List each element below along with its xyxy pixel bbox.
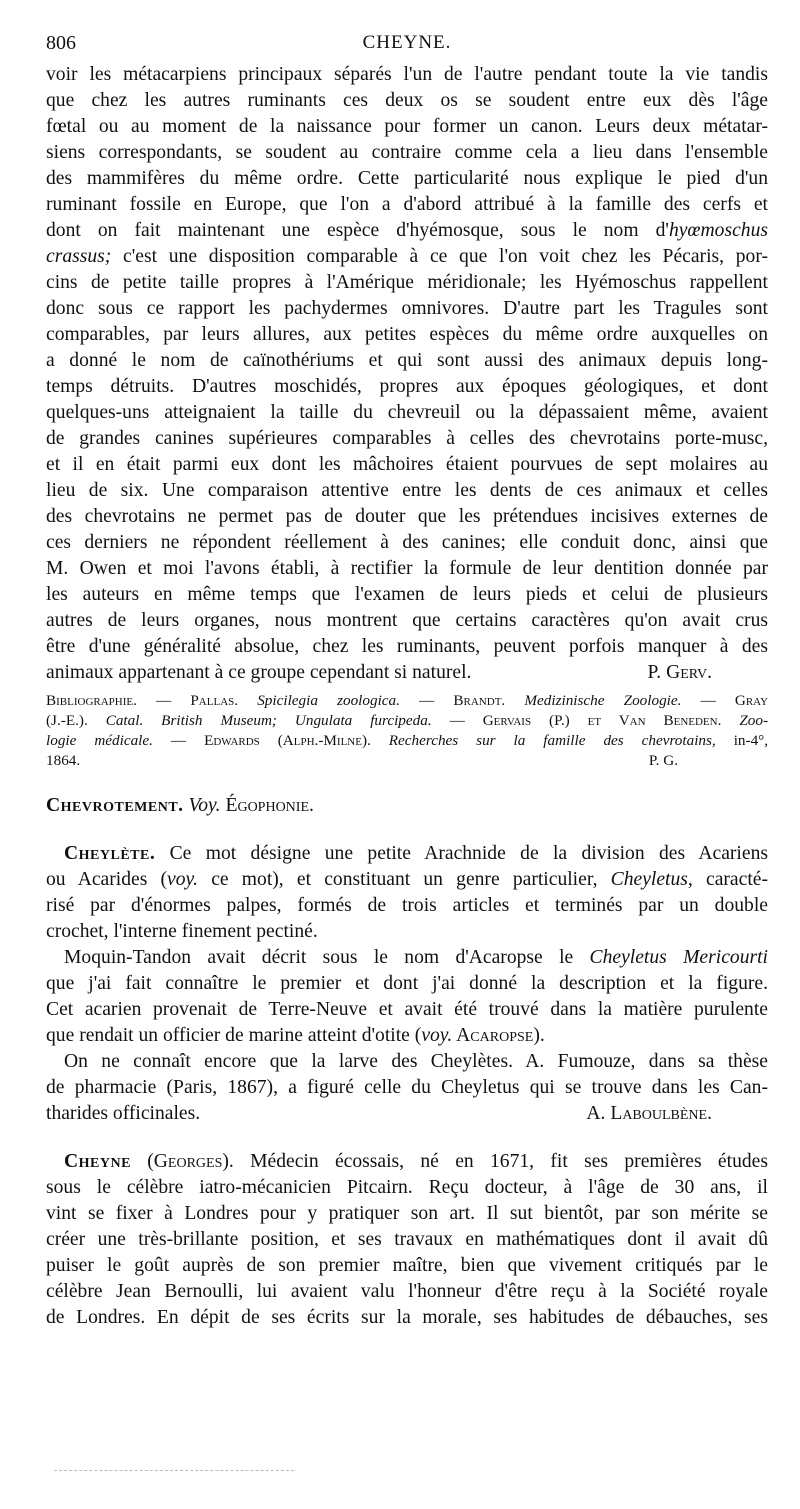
cross-reference-label: voy.: [167, 869, 199, 890]
bib-text: — Edwards (Alph.-Milne).: [170, 732, 371, 749]
text-line: ruminant fossile en Europe, que l'on a d'abord attribué à la famille des cerfs et: [46, 194, 768, 215]
text-line: comparables, par leurs allures, aux petites espèces du même ordre auxquelles on: [46, 324, 768, 345]
text-line: quelques-uns atteignaient la taille du chevreuil ou la dépassaient même, avaient: [46, 402, 768, 423]
bib-title: Catal. British Museum; Ungulata furcipeda.: [105, 712, 432, 729]
text-line: donc sous ce rapport les pachydermes omnivores. D'autre part les Tragules sont: [46, 298, 768, 319]
text-line: cins de petite taille propres à l'Amérique méridionale; les Hyémoschus rappellent: [46, 272, 768, 293]
bib-title: Zoo-: [739, 712, 769, 729]
text-line: et il en était parmi eux dont les mâchoires étaient pourvues de sept molaires au: [46, 454, 768, 475]
text-line: On ne connaît encore que la larve des Cheylètes. A. Fumouze, dans sa thèse: [64, 1051, 768, 1072]
bib-title: Medizinische Zoologie.: [524, 692, 682, 709]
text-line: [46, 218, 768, 244]
text-line: ces derniers ne répondent réellement à des canines; elle conduit donc, ainsi que: [46, 532, 768, 553]
running-head: CHEYNE.: [362, 32, 452, 53]
entry-heading: Cheyne: [64, 1151, 131, 1172]
entry-heading: Chevrotement.: [46, 795, 184, 816]
text-line: des mammifères du même ordre. Cette particularité nous explique le pied d'un: [46, 168, 768, 189]
species-name: Cheyletus Mericourti: [589, 947, 769, 968]
entry-chevrotement: [46, 793, 768, 819]
text-span: Médecin écossais, né en 1671, fit ses premières études: [233, 1151, 768, 1172]
cross-reference-label: Voy.: [188, 795, 221, 816]
text-line: créer une très-brillante position, et ses travaux en mathématiques dont il avait dû: [46, 1229, 768, 1250]
text-line: [46, 1101, 768, 1127]
bibliography-line: [46, 691, 768, 711]
text-line: de grandes canines supérieures comparables à celles des chevrotains porte-musc,: [46, 428, 768, 449]
page-header: [46, 28, 768, 62]
author-signature: A. Laboulbène.: [586, 1103, 712, 1124]
entry-cheyne: [46, 1149, 768, 1331]
text-line: être d'une généralité absolue, chez les ruminants, peuvent porfois manquer à des: [46, 636, 768, 657]
cross-reference-target: Égophonie.: [225, 795, 314, 816]
author-signature: P. Gerv.: [647, 662, 712, 683]
species-name: crassus;: [46, 246, 112, 267]
text-line: a donné le nom de caïnothériums et qui sont aussi des animaux depuis long-: [46, 350, 768, 371]
text-span: Ce mot désigne une petite Arachnide de la division des Acariens: [169, 843, 768, 864]
author-signature: P. G.: [648, 752, 678, 769]
text-line: [46, 841, 768, 867]
text-line: les auteurs en même temps que l'examen de leurs pieds et celui de plusieurs: [46, 584, 768, 605]
text-line: [46, 867, 768, 893]
text-line: que chez les autres ruminants ces deux os se soudent entre eux dès l'âge: [46, 90, 768, 111]
cross-reference-target: Acaropse).: [452, 1025, 545, 1046]
page-bottom-rule: [54, 1470, 294, 1471]
document-page: [46, 28, 768, 1331]
text-line: des chevrotains ne permet pas de douter que les prétendues incisives externes de: [46, 506, 768, 527]
bib-text: — Gervais (P.) et Van Beneden.: [449, 712, 722, 729]
page-number: 806: [46, 32, 76, 54]
text-line: risé par d'énormes palpes, formés de trois articles et terminés par un double: [46, 895, 768, 916]
bibliography-line: [46, 711, 768, 731]
text-line: temps détruits. D'autres moschidés, propres aux époques géologiques, et dont: [46, 376, 768, 397]
entry-first-name: (Georges).: [147, 1151, 234, 1172]
bib-title: Spicilegia zoologica.: [257, 692, 400, 709]
text-span: dont on fait maintenant une espèce d'hyémosque, sous le nom d': [46, 220, 669, 241]
text-span: tharides officinales.: [46, 1103, 201, 1124]
text-line: sous le célèbre iatro-mécanicien Pitcairn. Reçu docteur, à l'âge de 30 ans, il: [46, 1177, 768, 1198]
text-line: Cet acarien provenait de Terre-Neuve et avait été trouvé dans la matière purulente: [46, 999, 768, 1020]
text-span: ou Acarides (: [46, 869, 168, 890]
species-name: Cheyletus,: [610, 869, 693, 890]
bibliography-line: [46, 731, 768, 751]
text-line: de pharmacie (Paris, 1867), a figuré celle du Cheyletus qui se trouve dans les Can-: [46, 1077, 768, 1098]
text-line: [46, 793, 768, 819]
text-line: [46, 945, 768, 971]
text-span: c'est une disposition comparable à ce que l'on voit chez les Pécaris, por-: [111, 246, 768, 267]
text-line: crochet, l'interne finement pectiné.: [46, 921, 318, 942]
text-line: de Londres. En dépit de ses écrits sur la morale, ses habitudes de débauches, ses: [46, 1307, 768, 1328]
bibliography: [46, 691, 768, 771]
text-line: siens correspondants, se soudent au contraire comme cela a lieu dans l'ensemble: [46, 142, 768, 163]
text-span: que rendait un officier de marine atteint d'otite (: [46, 1025, 422, 1046]
text-line: vint se fixer à Londres pour y pratiquer son art. Il sut bientôt, par son mérite se: [46, 1203, 768, 1224]
bib-title: logie médicale.: [46, 732, 153, 749]
continued-article: [46, 62, 768, 686]
text-line: autres de leurs organes, nous montrent que certains caractères qu'on avait crus: [46, 610, 768, 631]
text-span: ce mot), et constituant un genre particulier,: [198, 869, 611, 890]
entry-cheylete: [46, 841, 768, 1127]
text-line: puiser le goût auprès de son premier maître, bien que vivement critiqués par le: [46, 1255, 768, 1276]
text-line: [46, 244, 768, 270]
bib-text: in-4°,: [733, 732, 769, 749]
text-line: [46, 660, 768, 686]
text-line: lieu de six. Une comparaison attentive entre les dents de ces animaux et celles: [46, 480, 768, 501]
text-line: voir les métacarpiens principaux séparés l'un de l'autre pendant toute la vie tandis: [46, 64, 768, 85]
bib-text: 1864.: [46, 752, 81, 769]
text-line: fœtal ou au moment de la naissance pour former un canon. Leurs deux métatar-: [46, 116, 768, 137]
text-span: Moquin-Tandon avait décrit sous le nom d'Acaropse le: [64, 947, 590, 968]
species-name: hyœmoschus: [668, 220, 768, 241]
bib-text: — Gray: [700, 692, 769, 709]
text-span: animaux appartenant à ce groupe cependant si naturel.: [46, 662, 472, 683]
bib-title: Recherches sur la famille des chevrotains,: [388, 732, 716, 749]
text-span: caracté-: [692, 869, 768, 890]
text-line: M. Owen et moi l'avons établi, à rectifier la formule de leur dentition donnée par: [46, 558, 768, 579]
bibliography-line: [46, 751, 768, 771]
bib-text: Bibliographie. — Pallas.: [46, 692, 239, 709]
bib-text: (J.-E.).: [46, 712, 88, 729]
text-line: célèbre Jean Bernoulli, lui avaient valu l'honneur d'être reçu à la Société royale: [46, 1281, 768, 1302]
text-line: [46, 1149, 768, 1175]
cross-reference-label: voy.: [421, 1025, 453, 1046]
text-line: [46, 1023, 768, 1049]
bib-text: — Brandt.: [419, 692, 506, 709]
text-line: que j'ai fait connaître le premier et dont j'ai donné la description et la figure.: [46, 973, 768, 994]
entry-heading: Cheylète.: [64, 843, 156, 864]
